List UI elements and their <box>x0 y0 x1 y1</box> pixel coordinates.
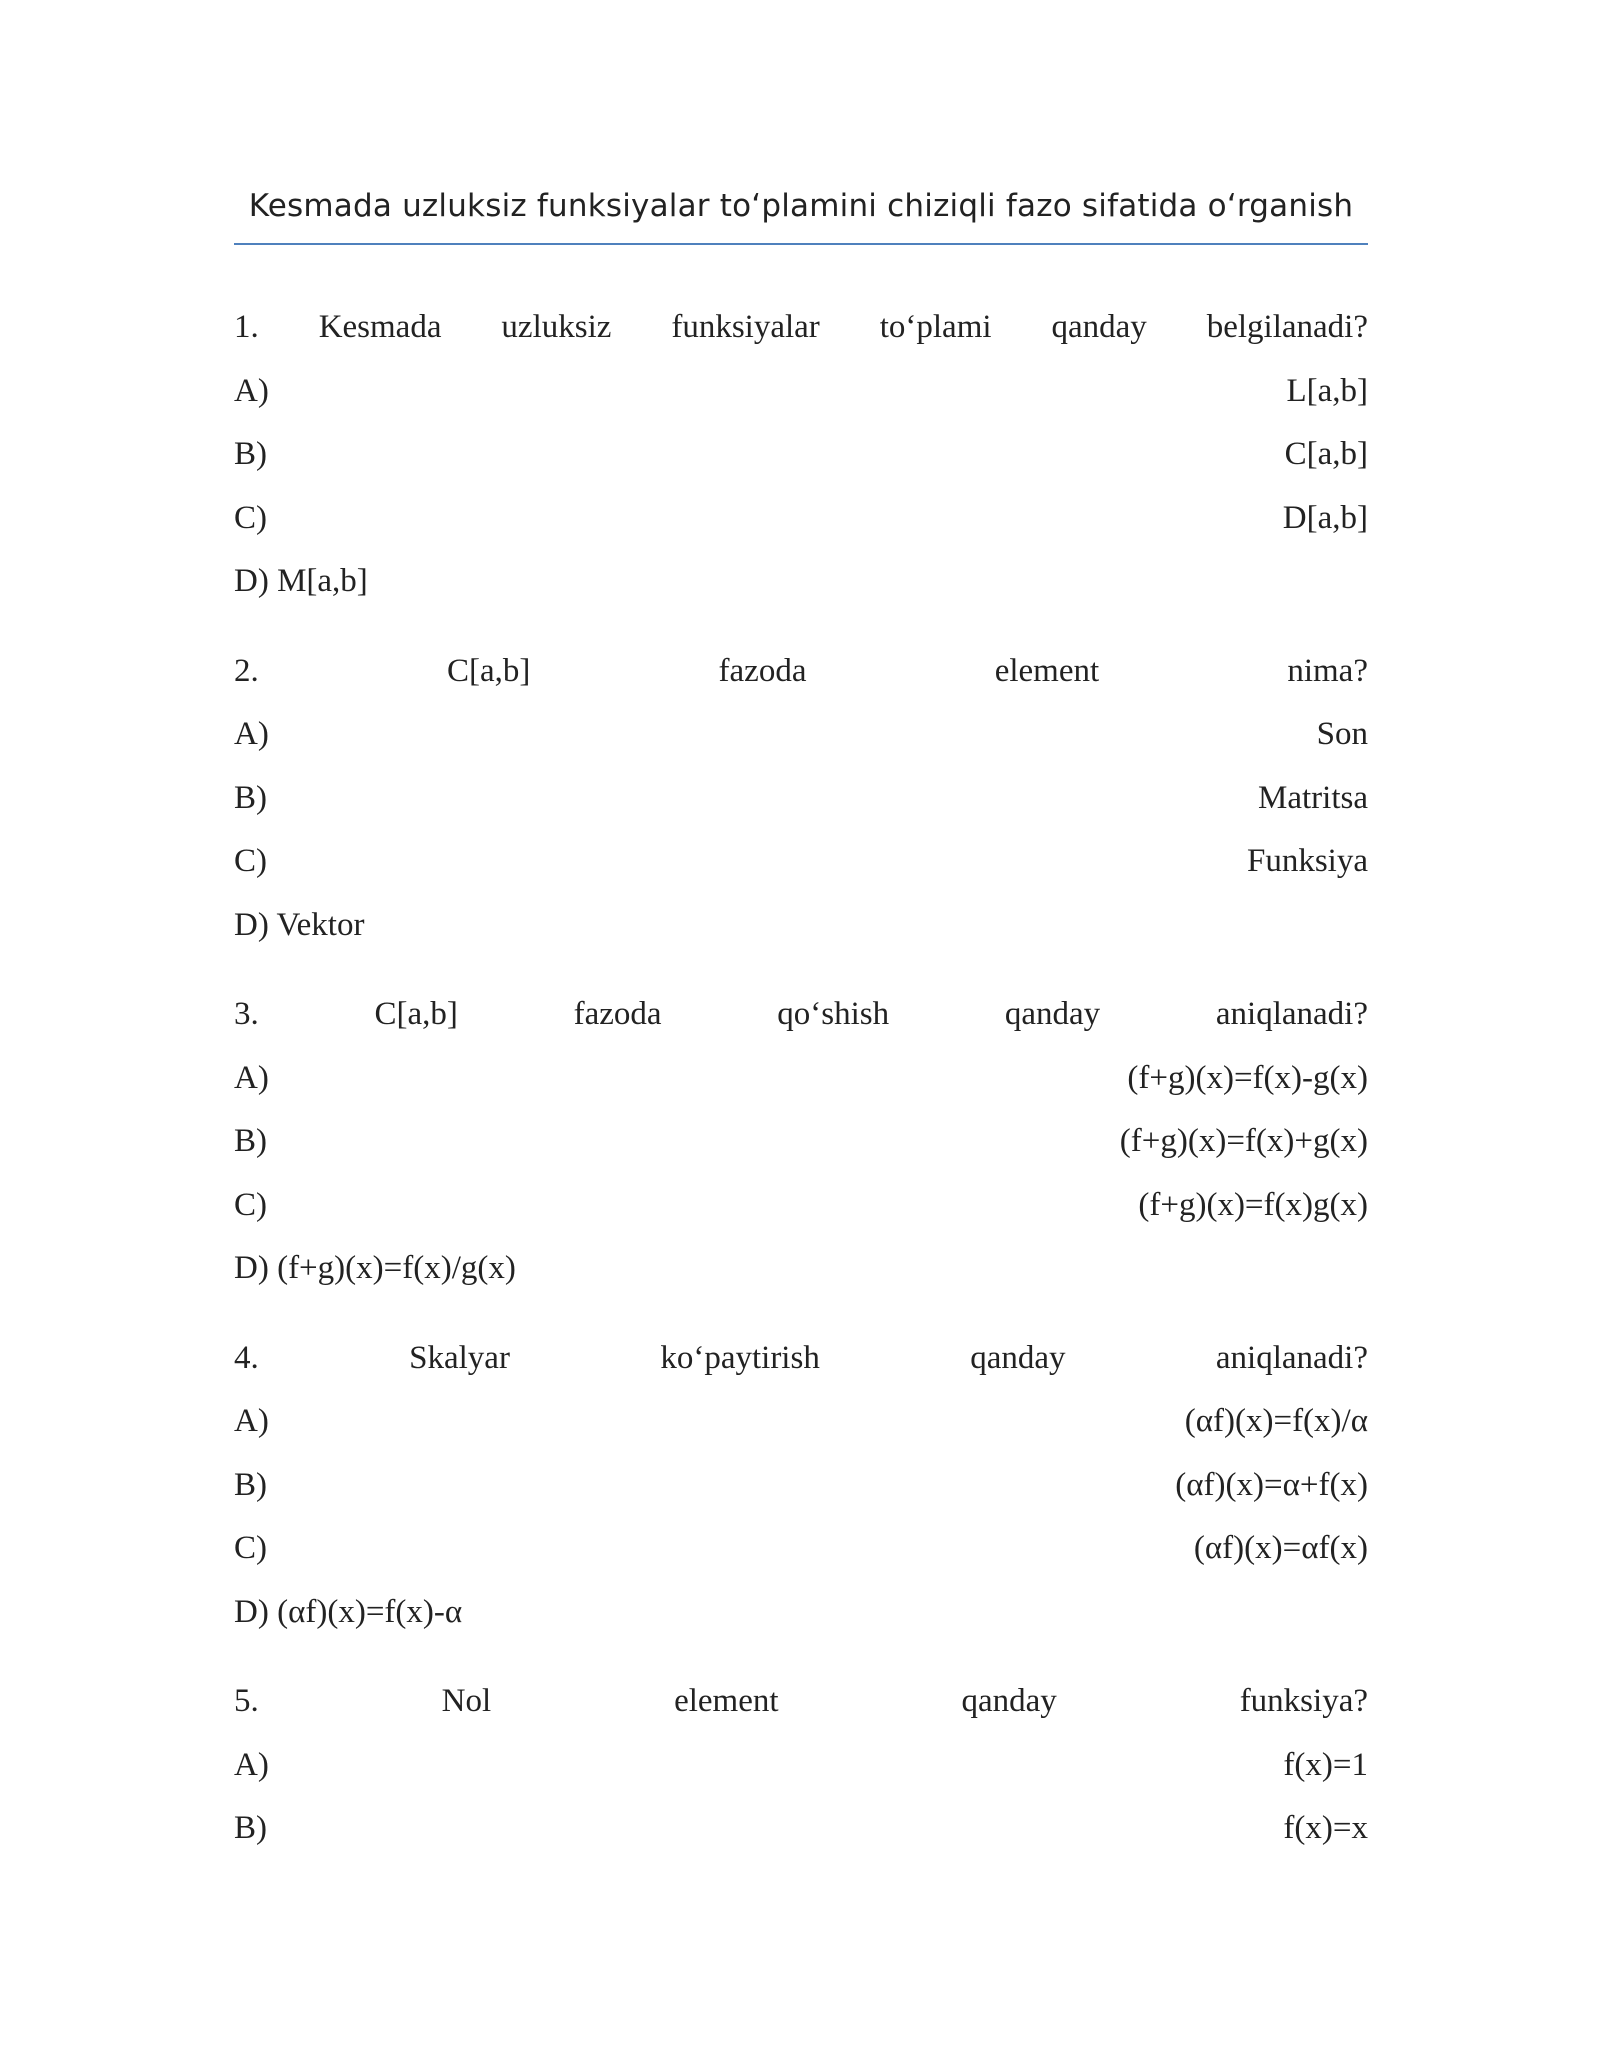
option-b <box>234 767 1368 831</box>
option-label: D) <box>234 1250 269 1286</box>
option-a <box>234 703 1368 767</box>
option-label: D) <box>234 563 269 599</box>
option-label: A) <box>234 716 269 752</box>
option-text: C[a,b] <box>1284 436 1368 472</box>
question-word: qanday <box>961 1683 1057 1719</box>
option-text: (f+g)(x)=f(x)-g(x) <box>1127 1059 1368 1096</box>
question-text <box>234 296 1368 360</box>
question-word: Skalyar <box>409 1339 510 1376</box>
document-title: Kesmada uzluksiz funksiyalar toʻplamini chiziqli fazo sifatida oʻrganish <box>248 188 1354 224</box>
option-d <box>234 894 1368 958</box>
option-label: B) <box>234 1123 267 1159</box>
option-text: M[a,b] <box>277 563 368 599</box>
option-text: Funksiya <box>1246 843 1368 879</box>
question-number: 1. <box>234 309 259 345</box>
question-1 <box>234 296 1368 614</box>
question-word: fazoda <box>573 996 662 1032</box>
question-word: element <box>674 1683 779 1719</box>
question-word: funksiyalar <box>671 309 820 345</box>
option-text: (f+g)(x)=f(x)/g(x) <box>277 1250 516 1286</box>
option-a <box>234 1734 1368 1798</box>
question-word: belgilanadi? <box>1206 309 1368 345</box>
option-c <box>234 1517 1368 1581</box>
option-text: (αf)(x)=αf(x) <box>1193 1530 1368 1566</box>
question-word: nima? <box>1287 652 1368 689</box>
option-label: A) <box>234 1403 269 1439</box>
question-5 <box>234 1670 1368 1861</box>
option-text: Son <box>1316 716 1368 752</box>
option-text: (αf)(x)=f(x)-α <box>277 1593 463 1630</box>
question-text <box>234 1327 1368 1391</box>
option-a <box>234 360 1368 424</box>
option-label: C) <box>234 843 267 879</box>
option-text: D[a,b] <box>1282 499 1368 536</box>
option-b <box>234 1454 1368 1518</box>
question-2 <box>234 640 1368 958</box>
option-text: (f+g)(x)=f(x)+g(x) <box>1119 1123 1368 1159</box>
option-text: f(x)=1 <box>1283 1746 1368 1783</box>
option-text: f(x)=x <box>1283 1810 1368 1846</box>
option-text: Matritsa <box>1258 779 1368 816</box>
option-label: A) <box>234 372 269 409</box>
question-number: 2. <box>234 652 259 689</box>
question-list <box>234 296 1368 1887</box>
option-b <box>234 423 1368 487</box>
option-label: A) <box>234 1059 269 1096</box>
question-word: Kesmada <box>318 309 442 345</box>
question-word: koʻpaytirish <box>660 1339 820 1376</box>
option-label: C) <box>234 1186 267 1223</box>
option-c <box>234 830 1368 894</box>
question-word: Nol <box>441 1683 492 1719</box>
option-label: D) <box>234 1593 269 1630</box>
option-text: (αf)(x)=f(x)/α <box>1184 1403 1368 1439</box>
question-word: toʻplami <box>879 309 992 345</box>
option-text: (αf)(x)=α+f(x) <box>1175 1466 1368 1503</box>
question-word: funksiya? <box>1239 1683 1368 1719</box>
title-underline <box>234 243 1368 245</box>
question-number: 4. <box>234 1339 259 1376</box>
option-label: D) <box>234 906 269 943</box>
option-text: Vektor <box>276 906 365 943</box>
option-b <box>234 1110 1368 1174</box>
question-word: C[a,b] <box>446 652 531 689</box>
question-word: fazoda <box>718 652 807 689</box>
option-text: (f+g)(x)=f(x)g(x) <box>1138 1186 1368 1223</box>
question-number: 5. <box>234 1683 259 1719</box>
option-b <box>234 1797 1368 1861</box>
question-3 <box>234 983 1368 1301</box>
question-word: aniqlanadi? <box>1215 1339 1368 1376</box>
question-word: element <box>994 652 1100 689</box>
option-label: B) <box>234 436 267 472</box>
option-d <box>234 550 1368 614</box>
option-a <box>234 1047 1368 1111</box>
option-label: C) <box>234 499 267 536</box>
option-a <box>234 1390 1368 1454</box>
question-text <box>234 983 1368 1047</box>
option-label: B) <box>234 1466 267 1503</box>
question-text <box>234 1670 1368 1734</box>
option-c <box>234 1174 1368 1238</box>
question-word: qanday <box>970 1339 1066 1376</box>
option-label: C) <box>234 1530 267 1566</box>
option-d <box>234 1581 1368 1645</box>
question-word: aniqlanadi? <box>1215 996 1368 1032</box>
option-label: B) <box>234 779 267 816</box>
option-label: A) <box>234 1746 269 1783</box>
option-d <box>234 1237 1368 1301</box>
option-c <box>234 487 1368 551</box>
option-label: B) <box>234 1810 267 1846</box>
question-text <box>234 640 1368 704</box>
option-text: L[a,b] <box>1286 372 1368 409</box>
question-word: qoʻshish <box>777 996 890 1032</box>
question-number: 3. <box>234 996 259 1032</box>
question-4 <box>234 1327 1368 1645</box>
question-word: uzluksiz <box>501 309 612 345</box>
question-word: qanday <box>1004 996 1101 1032</box>
question-word: C[a,b] <box>374 996 458 1032</box>
question-word: qanday <box>1051 309 1147 345</box>
